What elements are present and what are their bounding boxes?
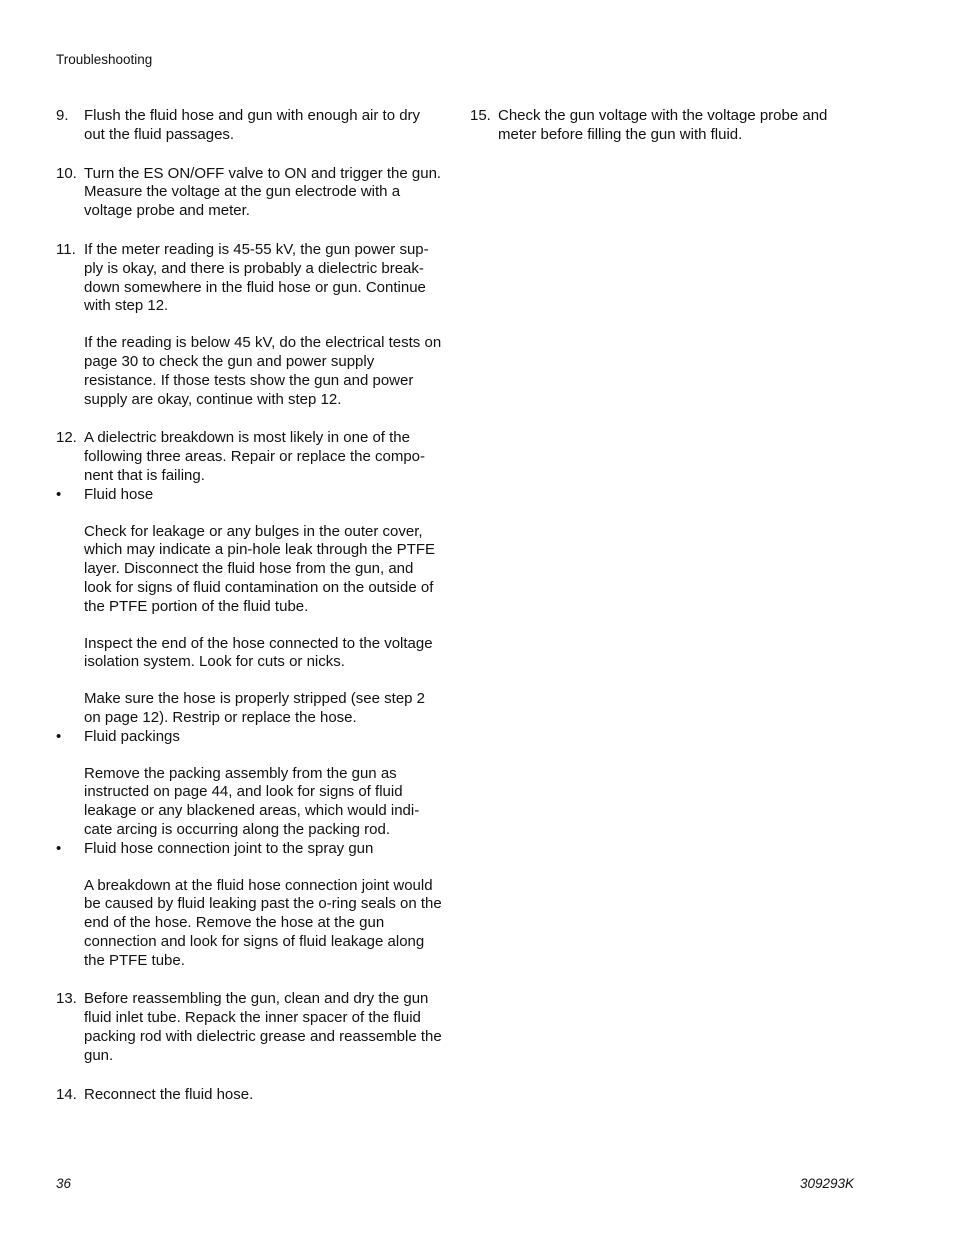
bullet-fluid-packings xyxy=(56,728,442,840)
bullet-label: Fluid hose xyxy=(84,485,154,503)
step-number: 9. xyxy=(56,107,69,124)
bullet-connection-joint xyxy=(56,840,442,971)
step-text: If the meter reading is 45-55 kV, the gun power supply is okay, and there is probably a dielectric breakdown somewhere in the fluid hose or gun. Continue with step 12. xyxy=(84,240,429,315)
step-number: 12. xyxy=(56,429,77,447)
step-text: Check the gun voltage with the voltage probe and meter before filling the gun with fluid. xyxy=(498,107,828,143)
step-text-continued: If the reading is below 45 kV, do the electrical tests on page 30 to check the gun and power supply resistance. If those tests show the gun and power supply are okay, continue with step 12. xyxy=(84,334,442,408)
document-number: 309293K xyxy=(800,1176,855,1191)
step-number: 14. xyxy=(56,1085,77,1103)
step-9 xyxy=(56,107,442,145)
running-header: Troubleshooting xyxy=(56,52,153,67)
bullet-fluid-hose xyxy=(56,486,442,728)
step-text: Reconnect the fluid hose. xyxy=(84,1085,254,1103)
step-15 xyxy=(470,107,850,145)
bullet-dot: • xyxy=(56,727,62,745)
right-column xyxy=(470,107,850,145)
bullet-paragraph: Make sure the hose is properly stripped (see step 2 on page 12). Restrip or replace the hose. xyxy=(84,690,426,726)
bullet-dot: • xyxy=(56,485,62,503)
step-text: Before reassembling the gun, clean and dry the gun fluid inlet tube. Repack the inner spacer of the fluid packing rod with dielectric grease and reassemble the gun. xyxy=(84,990,442,1064)
step-number: 15. xyxy=(470,107,491,124)
bullet-paragraph: A breakdown at the fluid hose connection joint would be caused by fluid leaking past the o-ring seals on the end of the hose. Remove the hose at the gun connection and look for signs of fluid leakage along the PTFE tube. xyxy=(84,876,442,969)
page-number: 36 xyxy=(56,1176,72,1191)
step-text: Flush the fluid hose and gun with enough air to dry out the fluid passages. xyxy=(84,107,421,143)
bullet-dot: • xyxy=(56,839,62,857)
step-13 xyxy=(56,990,442,1065)
step-14 xyxy=(56,1086,442,1105)
bullet-paragraph: Inspect the end of the hose connected to the voltage isolation system. Look for cuts or nicks. xyxy=(84,634,433,671)
step-text: Turn the ES ON/OFF valve to ON and trigger the gun. Measure the voltage at the gun electrode with a voltage probe and meter. xyxy=(84,164,442,220)
step-text: A dielectric breakdown is most likely in one of the following three areas. Repair or replace the component that is failing. xyxy=(84,429,426,484)
bullet-paragraph: Remove the packing assembly from the gun as instructed on page 44, and look for signs of fluid leakage or any blackened areas, which would indicate arcing is occurring along the packing rod. xyxy=(84,764,420,838)
bullet-label: Fluid packings xyxy=(84,727,180,745)
step-12 xyxy=(56,429,442,485)
step-number: 11. xyxy=(56,240,76,258)
step-number: 10. xyxy=(56,164,77,182)
bullet-paragraph: Check for leakage or any bulges in the outer cover, which may indicate a pin-hole leak through the PTFE layer. Disconnect the fluid hose from the gun, and look for signs of fluid contamination on the outside of the PTFE portion of the fluid tube. xyxy=(84,522,436,615)
step-number: 13. xyxy=(56,990,77,1008)
bullet-label: Fluid hose connection joint to the spray gun xyxy=(84,839,374,857)
step-11 xyxy=(56,241,442,409)
left-column xyxy=(56,107,442,1104)
step-10 xyxy=(56,165,442,221)
